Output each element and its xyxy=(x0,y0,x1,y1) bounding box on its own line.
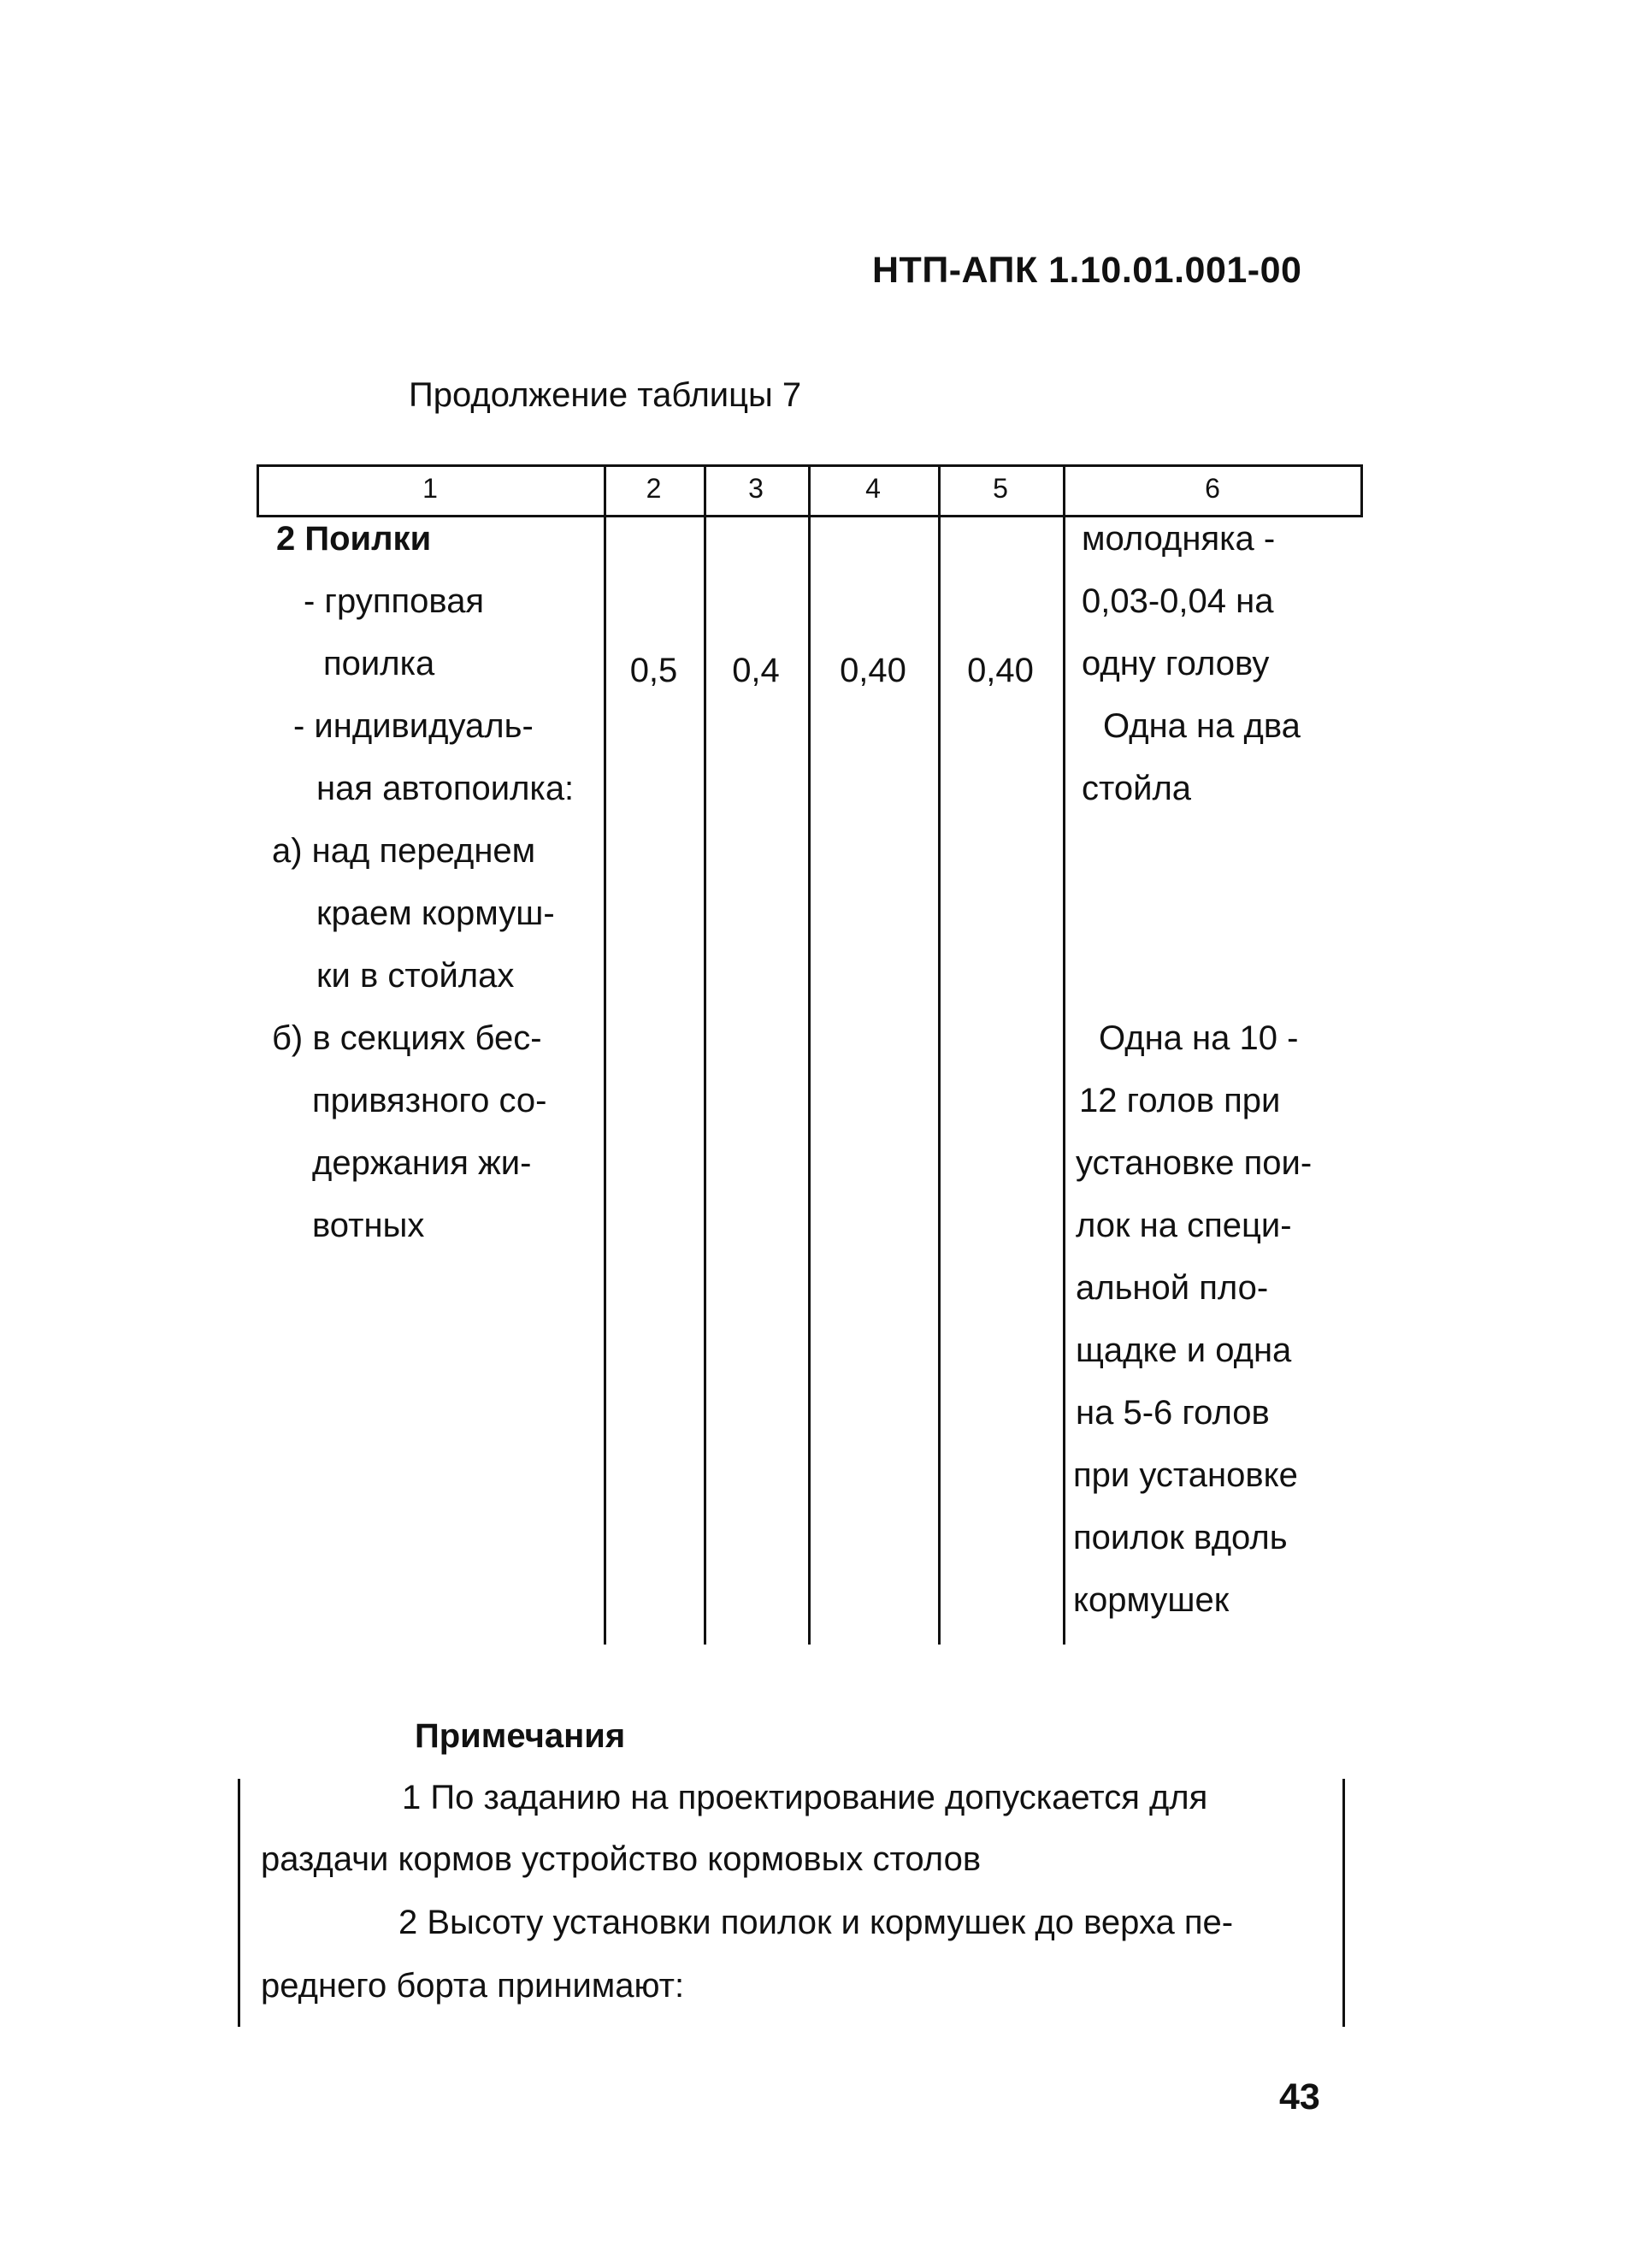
note-2-line-2: реднего борта принимают: xyxy=(261,1967,685,2005)
value-col-2: 0,5 xyxy=(629,652,678,689)
document-code: НТП-АПК 1.10.01.001-00 xyxy=(872,250,1302,291)
col1-line: ки в стойлах xyxy=(316,957,515,995)
header-col-3: 3 xyxy=(748,473,764,504)
col6-line: лок на специ- xyxy=(1076,1207,1292,1244)
col6-line: установке пои- xyxy=(1076,1144,1313,1182)
col6-line: молодняка - xyxy=(1082,520,1276,558)
note-1-line-1: 1 По заданию на проектирование допускается для xyxy=(402,1779,1208,1816)
table-col-divider-1 xyxy=(604,464,606,1645)
col6-line: поилок вдоль xyxy=(1073,1519,1288,1556)
col6-line: 12 голов при xyxy=(1079,1082,1281,1119)
col6-line: Одна на два xyxy=(1103,707,1301,745)
col6-line: Одна на 10 - xyxy=(1099,1019,1299,1057)
note-2-line-1: 2 Высоту установки поилок и кормушек до верха пе- xyxy=(398,1904,1234,1941)
col1-line: краем кормуш- xyxy=(316,895,555,932)
col1-line: а) над переднем xyxy=(272,832,536,870)
table-col-divider-4 xyxy=(938,464,941,1645)
col1-line: - групповая xyxy=(304,582,485,620)
header-col-6: 6 xyxy=(1205,473,1220,504)
col6-line: стойла xyxy=(1082,770,1192,807)
col1-heading: 2 Поилки xyxy=(276,520,432,558)
table-col-divider-2 xyxy=(704,464,706,1645)
col6-line: щадке и одна xyxy=(1076,1332,1292,1369)
notes-left-rule xyxy=(238,1779,240,2027)
col6-line: кормушек xyxy=(1073,1581,1230,1619)
value-col-5: 0,40 xyxy=(967,652,1034,689)
header-col-1: 1 xyxy=(422,473,438,504)
value-col-4: 0,40 xyxy=(840,652,906,689)
value-col-3: 0,4 xyxy=(732,652,780,689)
col1-line: ная автопоилка: xyxy=(316,770,575,807)
col6-line: 0,03-0,04 на xyxy=(1082,582,1274,620)
col1-line: держания жи- xyxy=(312,1144,532,1182)
col1-line: - индивидуаль- xyxy=(293,707,534,745)
col1-line: привязного со- xyxy=(312,1082,547,1119)
note-1-line-2: раздачи кормов устройство кормовых столов xyxy=(261,1840,982,1878)
col1-line: вотных xyxy=(312,1207,425,1244)
col6-line: альной пло- xyxy=(1076,1269,1269,1307)
table-col-divider-3 xyxy=(808,464,811,1645)
col1-line: поилка xyxy=(323,645,435,682)
page-number: 43 xyxy=(1279,2076,1320,2117)
table-caption: Продолжение таблицы 7 xyxy=(409,376,802,414)
col6-line: при установке xyxy=(1073,1456,1298,1494)
col6-line: на 5-6 голов xyxy=(1076,1394,1270,1432)
col1-line: б) в секциях бес- xyxy=(272,1019,542,1057)
header-col-5: 5 xyxy=(993,473,1008,504)
table-col-divider-5 xyxy=(1063,464,1065,1645)
header-col-4: 4 xyxy=(865,473,881,504)
col6-line: одну голову xyxy=(1082,645,1270,682)
notes-right-rule xyxy=(1342,1779,1345,2027)
header-col-2: 2 xyxy=(646,473,662,504)
notes-title: Примечания xyxy=(415,1717,626,1755)
